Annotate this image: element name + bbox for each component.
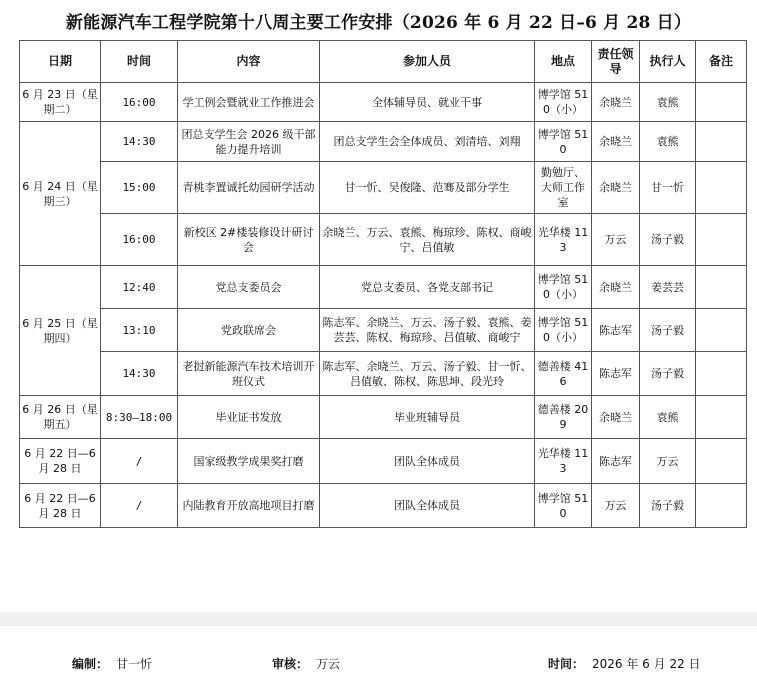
time-value: 2026 年 6 月 22 日: [592, 657, 701, 671]
note-cell: [696, 122, 747, 162]
time-cell: /: [101, 439, 178, 484]
note-cell: [696, 83, 747, 122]
location-cell: 博学馆 510: [535, 122, 592, 162]
table-row: [20, 352, 747, 396]
leader-cell: 陈志军: [592, 309, 640, 352]
content-cell: 青桃李置诚托幼园研学活动: [178, 162, 320, 214]
participants-cell: 全体辅导员、就业干事: [320, 83, 535, 122]
time-label: 时间：: [548, 657, 585, 671]
footer-reviewer: [272, 655, 340, 672]
footer-compiler: [72, 655, 152, 672]
date-cell: 6 月 24 日（星期三）: [20, 122, 101, 266]
col-header-executor: 执行人: [640, 41, 696, 83]
location-cell: 勤勉厅、大师工作室: [535, 162, 592, 214]
reviewer-name: 万云: [316, 657, 341, 671]
date-cell: 6 月 25 日（星期四）: [20, 266, 101, 396]
table-row: [20, 266, 747, 309]
note-cell: [696, 309, 747, 352]
leader-cell: 余晓兰: [592, 396, 640, 439]
col-header-note: 备注: [696, 41, 747, 83]
col-header-date: 日期: [20, 41, 101, 83]
location-cell: 光华楼 113: [535, 214, 592, 266]
table-row: [20, 439, 747, 484]
location-cell: 博学馆 510: [535, 484, 592, 528]
participants-cell: 党总支委员、各党支部书记: [320, 266, 535, 309]
compiler-label: 编制：: [72, 657, 109, 671]
participants-cell: 陈志军、余晓兰、万云、汤子毅、袁熊、姜芸芸、陈权、梅琼珍、吕值敏、商峻宁: [320, 309, 535, 352]
note-cell: [696, 214, 747, 266]
participants-cell: 陈志军、余晓兰、万云、汤子毅、甘一忻、吕值敏、陈权、陈思坤、段光玲: [320, 352, 535, 396]
note-cell: [696, 162, 747, 214]
table-row: [20, 396, 747, 439]
time-cell: /: [101, 484, 178, 528]
participants-cell: 余晓兰、万云、袁熊、梅琼珍、陈权、商峻宁、吕值敏: [320, 214, 535, 266]
content-cell: 学工例会暨就业工作推进会: [178, 83, 320, 122]
time-cell: 8:30–18:00: [101, 396, 178, 439]
content-cell: 新校区 2#楼装修设计研讨会: [178, 214, 320, 266]
col-header-participants: 参加人员: [320, 41, 535, 83]
note-cell: [696, 439, 747, 484]
executor-cell: 汤子毅: [640, 309, 696, 352]
executor-cell: 甘一忻: [640, 162, 696, 214]
table-row: [20, 162, 747, 214]
content-cell: 党总支委员会: [178, 266, 320, 309]
executor-cell: 袁熊: [640, 83, 696, 122]
leader-cell: 余晓兰: [592, 83, 640, 122]
note-cell: [696, 266, 747, 309]
time-cell: 13:10: [101, 309, 178, 352]
executor-cell: 姜芸芸: [640, 266, 696, 309]
table-row: [20, 309, 747, 352]
table-row: [20, 83, 747, 122]
date-cell: 6 月 23 日（星期二）: [20, 83, 101, 122]
executor-cell: 袁熊: [640, 122, 696, 162]
content-cell: 国家级教学成果奖打磨: [178, 439, 320, 484]
footer-time: [548, 655, 701, 672]
compiler-name: 甘一忻: [116, 657, 153, 671]
leader-cell: 余晓兰: [592, 266, 640, 309]
content-cell: 党政联席会: [178, 309, 320, 352]
content-cell: 团总支学生会 2026 级干部能力提升培训: [178, 122, 320, 162]
date-cell: 6 月 26 日（星期五）: [20, 396, 101, 439]
date-cell: 6 月 22 日—6 月 28 日: [20, 439, 101, 484]
leader-cell: 陈志军: [592, 439, 640, 484]
location-cell: 德善楼 209: [535, 396, 592, 439]
col-header-content: 内容: [178, 41, 320, 83]
participants-cell: 团队全体成员: [320, 484, 535, 528]
location-cell: 博学馆 510（小）: [535, 309, 592, 352]
participants-cell: 团队全体成员: [320, 439, 535, 484]
col-header-location: 地点: [535, 41, 592, 83]
executor-cell: 万云: [640, 439, 696, 484]
executor-cell: 汤子毅: [640, 214, 696, 266]
content-cell: 毕业证书发放: [178, 396, 320, 439]
time-cell: 16:00: [101, 214, 178, 266]
table-row: [20, 214, 747, 266]
participants-cell: 团总支学生会全体成员、刘清培、刘翔: [320, 122, 535, 162]
time-cell: 12:40: [101, 266, 178, 309]
leader-cell: 余晓兰: [592, 162, 640, 214]
schedule-table: [19, 40, 747, 528]
time-cell: 14:30: [101, 352, 178, 396]
page-break-band: [0, 612, 757, 626]
note-cell: [696, 352, 747, 396]
executor-cell: 汤子毅: [640, 484, 696, 528]
col-header-leader: 责任领导: [592, 41, 640, 83]
leader-cell: 万云: [592, 214, 640, 266]
location-cell: 博学馆 510（小）: [535, 266, 592, 309]
executor-cell: 汤子毅: [640, 352, 696, 396]
time-cell: 15:00: [101, 162, 178, 214]
executor-cell: 袁熊: [640, 396, 696, 439]
time-cell: 16:00: [101, 83, 178, 122]
table-row: [20, 122, 747, 162]
col-header-time: 时间: [101, 41, 178, 83]
content-cell: 老挝新能源汽车技术培训开班仪式: [178, 352, 320, 396]
reviewer-label: 审核：: [272, 657, 309, 671]
time-cell: 14:30: [101, 122, 178, 162]
participants-cell: 甘一忻、吴俊隆、范骞及部分学生: [320, 162, 535, 214]
content-cell: 内陆教育开放高地项目打磨: [178, 484, 320, 528]
participants-cell: 毕业班辅导员: [320, 396, 535, 439]
date-cell: 6 月 22 日—6 月 28 日: [20, 484, 101, 528]
leader-cell: 万云: [592, 484, 640, 528]
leader-cell: 余晓兰: [592, 122, 640, 162]
note-cell: [696, 484, 747, 528]
note-cell: [696, 396, 747, 439]
table-row: [20, 484, 747, 528]
leader-cell: 陈志军: [592, 352, 640, 396]
location-cell: 德善楼 416: [535, 352, 592, 396]
location-cell: 博学馆 510（小）: [535, 83, 592, 122]
header-row: [20, 41, 747, 83]
location-cell: 光华楼 113: [535, 439, 592, 484]
page-title: 新能源汽车工程学院第十八周主要工作安排（2026 年 6 月 22 日–6 月 28 日）: [65, 13, 692, 33]
